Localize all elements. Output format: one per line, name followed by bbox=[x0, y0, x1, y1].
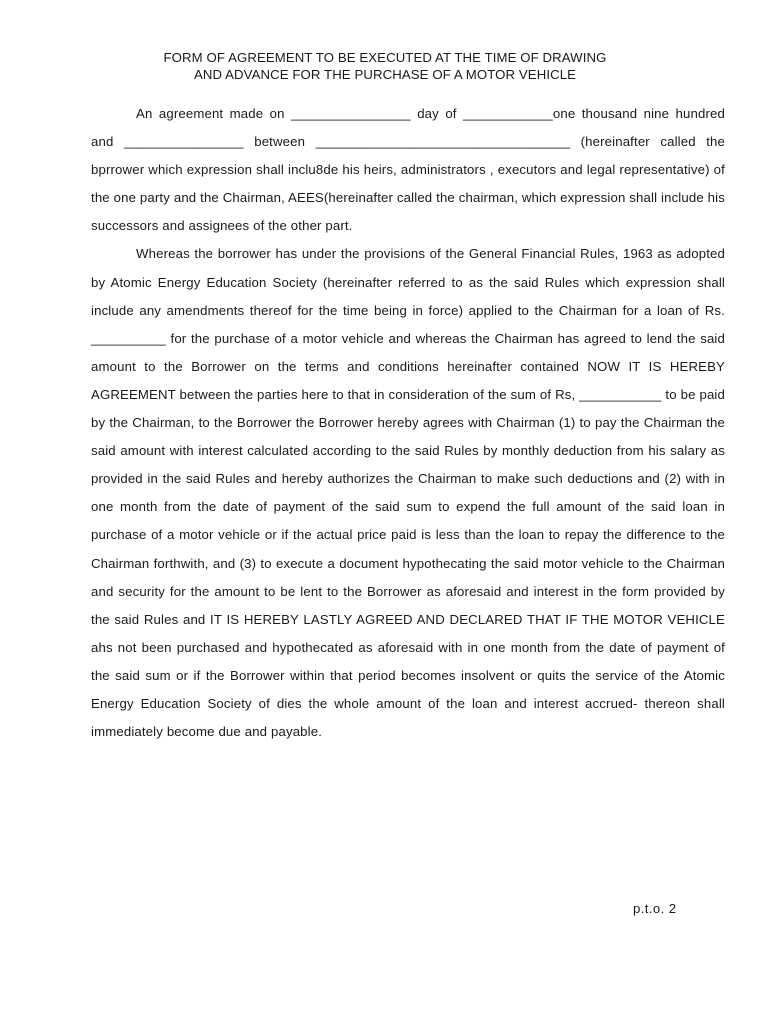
document-title bbox=[0, 49, 770, 83]
agreement-body bbox=[91, 100, 725, 746]
title-line-1: FORM OF AGREEMENT TO BE EXECUTED AT THE TIME OF DRAWING bbox=[163, 50, 607, 65]
agreement-paragraph-1: An agreement made on ________________ day of ____________one thousand nine hundred and ________________ between __________________________________ (hereinafter called the bprrower which expression shall inclu8de his heirs, administrators , executors and legal representative) of the one party and the Chairman, AEES(hereinafter called the chairman, which expression shall include his successors and assignees of the other part. bbox=[91, 106, 725, 234]
title-line-2: AND ADVANCE FOR THE PURCHASE OF A MOTOR VEHICLE bbox=[193, 67, 577, 82]
page-continuation-note: p.t.o. 2 bbox=[633, 901, 677, 916]
agreement-paragraph-2: Whereas the borrower has under the provisions of the General Financial Rules, 1963 as adopted by Atomic Energy Education Society (hereinafter referred to as the said Rules which expression shall include any amendments thereof for the time being in force) applied to the Chairman for a loan of Rs. __________ for the purchase of a motor vehicle and whereas the Chairman has agreed to lend the said amount to the Borrower on the terms and conditions hereinafter contained NOW IT IS HEREBY AGREEMENT between the parties here to that in consideration of the sum of Rs, ___________ to be paid by the Chairman, to the Borrower the Borrower hereby agrees with Chairman (1) to pay the Chairman the said amount with interest calculated according to the said Rules by monthly deduction from his salary as provided in the said Rules and hereby authorizes the Chairman to make such deductions and (2) with in one month from the date of payment of the said sum to expend the full amount of the said loan in purchase of a motor vehicle or if the actual price paid is less than the loan to repay the difference to the Chairman forthwith, and (3) to execute a document hypothecating the said motor vehicle to the Chairman and security for the amount to be lent to the Borrower as aforesaid and interest in the form provided by the said Rules and IT IS HEREBY LASTLY AGREED AND DECLARED THAT IF THE MOTOR VEHICLE ahs not been purchased and hypothecated as aforesaid with in one month from the date of payment of the said sum or if the Borrower within that period becomes insolvent or quits the service of the Atomic Energy Education Society of dies the whole amount of the loan and interest accrued- thereon shall immediately become due and payable. bbox=[91, 246, 725, 740]
